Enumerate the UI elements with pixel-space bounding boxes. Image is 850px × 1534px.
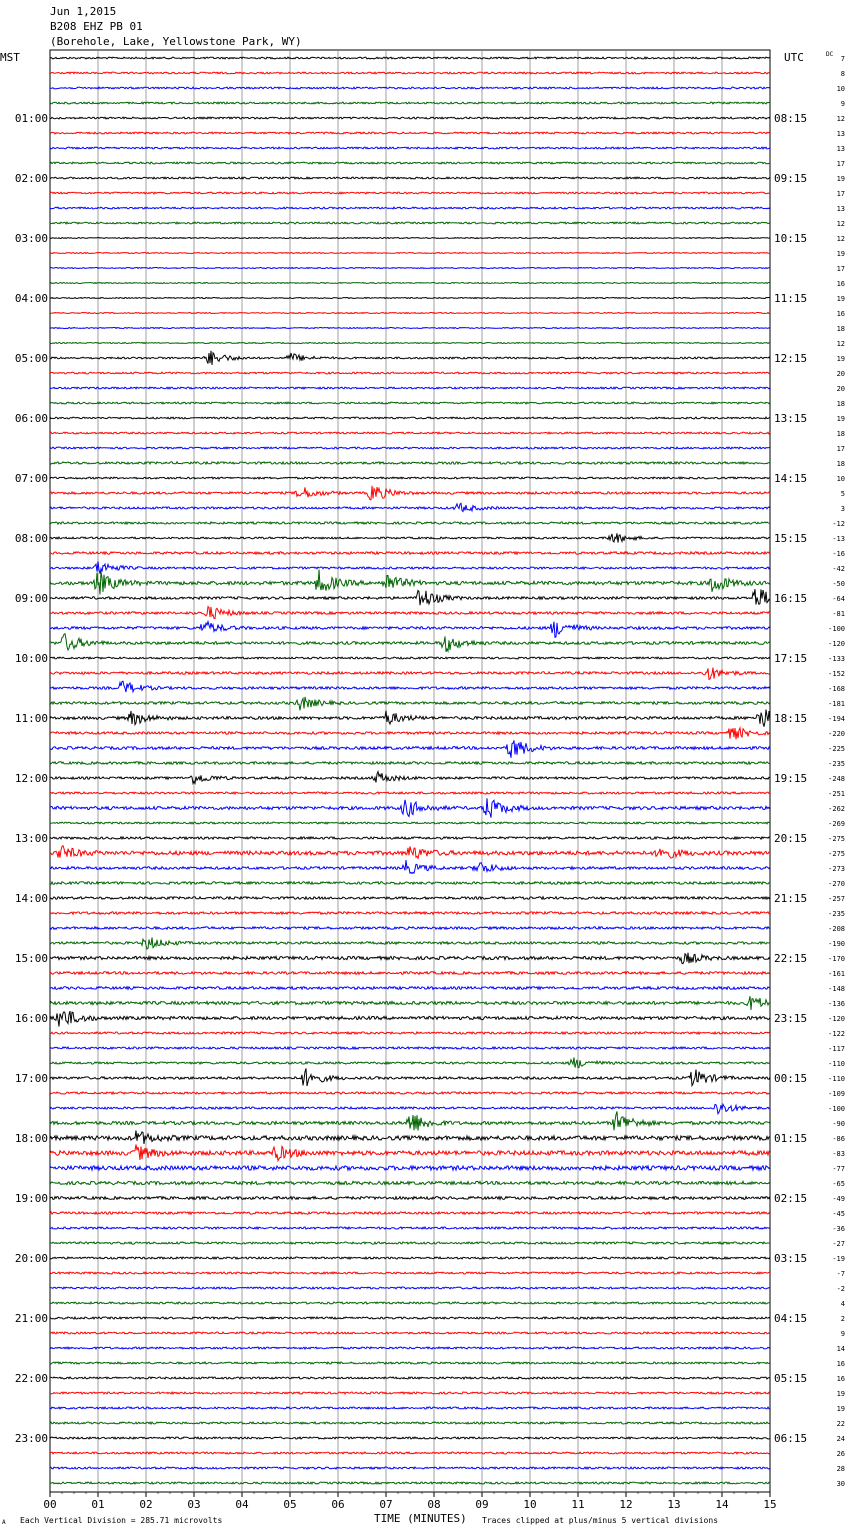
seismic-trace-20 [50,351,770,365]
dc-offset-label: -262 [828,805,845,813]
dc-offset-label: -77 [832,1165,845,1173]
seismic-trace-30 [50,503,770,511]
seismic-trace-26 [50,447,770,449]
seismic-trace-8 [50,177,770,179]
seismic-trace-53 [50,846,770,859]
dc-offset-label: 17 [836,445,845,453]
x-tick-label: 05 [283,1498,297,1511]
seismic-trace-19 [50,343,770,344]
mst-hour-label: 19:00 [14,1192,48,1205]
mst-hour-label: 20:00 [14,1252,48,1265]
dc-offset-label: -208 [828,925,845,933]
dc-offset-label: 24 [836,1435,845,1443]
mst-hour-label: 10:00 [14,652,48,665]
seismic-trace-27 [50,462,770,464]
dc-offset-label: 10 [836,85,845,93]
mst-hour-label: 02:00 [14,172,48,185]
dc-offset-label: -235 [828,760,845,768]
dc-offset-label: 13 [836,145,845,153]
mst-hour-label: 07:00 [14,472,48,485]
utc-hour-label: 17:15 [774,652,808,665]
station-location: (Borehole, Lake, Yellowstone Park, WY) [50,35,302,48]
seismic-trace-14 [50,268,770,269]
seismic-trace-43 [50,697,770,710]
seismic-trace-22 [50,387,770,389]
utc-hour-label: 11:15 [774,292,808,305]
station-code: B208 EHZ PB 01 [50,20,143,33]
plot-date: Jun 1,2015 [50,5,117,18]
seismic-trace-24 [50,417,770,419]
mst-hour-label: 17:00 [14,1072,48,1085]
x-tick-label: 15 [763,1498,777,1511]
seismic-trace-73 [50,1145,770,1161]
dc-offset-label: 30 [836,1480,845,1488]
dc-offset-label: -109 [828,1090,845,1098]
utc-hour-label: 20:15 [774,832,808,845]
plot-frame [50,50,770,1492]
mst-hour-label: 14:00 [14,892,48,905]
utc-hour-label: 21:15 [774,892,808,905]
seismic-trace-47 [50,762,770,765]
dc-offset-label: -86 [832,1135,845,1143]
dc-offset-label: 16 [836,310,845,318]
seismic-trace-52 [50,837,770,839]
x-tick-label: 00 [43,1498,57,1511]
dc-offset-label: 19 [836,415,845,423]
utc-hour-label: 01:15 [774,1132,808,1145]
dc-offset-label: 2 [840,1315,845,1323]
seismic-trace-15 [50,283,770,284]
mst-hour-label: 18:00 [14,1132,48,1145]
seismic-trace-4 [50,117,770,119]
dc-offset-label: -257 [828,895,845,903]
seismic-trace-13 [50,253,770,254]
seismic-trace-70 [50,1104,770,1113]
utc-hour-label: 09:15 [774,172,808,185]
utc-hour-label: 05:15 [774,1372,808,1385]
dc-offset-label: 16 [836,1360,845,1368]
right-axis-label: UTC [784,51,804,64]
utc-hour-label: 03:15 [774,1252,808,1265]
dc-offset-label: -270 [828,880,845,888]
dc-offset-label: 19 [836,1405,845,1413]
dc-offset-label: -13 [832,535,845,543]
seismic-trace-0 [50,57,770,59]
left-axis-label: MST [0,51,20,64]
dc-offset-label: -2 [836,1285,845,1293]
dc-offset-label: -190 [828,940,845,948]
seismic-trace-49 [50,792,770,794]
x-tick-label: 03 [187,1498,201,1511]
seismic-trace-65 [50,1032,770,1034]
dc-offset-label: 7 [840,55,845,63]
mst-hour-label: 09:00 [14,592,48,605]
dc-offset-label: 17 [836,265,845,273]
x-tick-label: 14 [715,1498,729,1511]
seismic-trace-87 [50,1362,770,1364]
x-tick-label: 12 [619,1498,633,1511]
seismic-trace-72 [50,1131,770,1145]
seismic-trace-16 [50,298,770,299]
seismic-trace-55 [50,882,770,885]
dc-offset-label: 19 [836,175,845,183]
utc-hour-label: 13:15 [774,412,808,425]
utc-hour-label: 06:15 [774,1432,808,1445]
seismic-trace-6 [50,147,770,149]
dc-offset-label: -194 [828,715,845,723]
seismic-trace-39 [50,634,770,652]
seismic-trace-10 [50,207,770,209]
dc-offset-label: -273 [828,865,845,873]
scale-note: Each Vertical Division = 285.71 microvolts [20,1516,223,1525]
seismic-trace-17 [50,313,770,314]
seismic-trace-25 [50,432,770,434]
dc-offset-label: -36 [832,1225,845,1233]
dc-offset-label: -136 [828,1000,845,1008]
seismic-trace-32 [50,533,770,542]
seismic-trace-82 [50,1287,770,1289]
seismic-trace-86 [50,1347,770,1349]
dc-offset-label: -50 [832,580,845,588]
mst-hour-label: 05:00 [14,352,48,365]
dc-offset-label: -133 [828,655,845,663]
seismic-trace-64 [50,1011,770,1026]
dc-offset-label: -90 [832,1120,845,1128]
dc-offset-label: -225 [828,745,845,753]
dc-offset-label: 12 [836,235,845,243]
seismic-trace-85 [50,1332,770,1334]
seismic-trace-94 [50,1467,770,1469]
mst-hour-label: 06:00 [14,412,48,425]
x-tick-label: 09 [475,1498,489,1511]
dc-offset-label: -120 [828,1015,845,1023]
seismic-trace-80 [50,1257,770,1259]
dc-offset-label: -220 [828,730,845,738]
seismic-trace-74 [50,1166,770,1170]
mst-hour-label: 04:00 [14,292,48,305]
mst-hour-label: 16:00 [14,1012,48,1025]
seismic-trace-67 [50,1057,770,1067]
dc-label: DC [826,51,834,58]
dc-offset-label: -181 [828,700,845,708]
seismic-trace-33 [50,552,770,555]
mst-hour-label: 08:00 [14,532,48,545]
dc-offset-label: -49 [832,1195,845,1203]
seismic-trace-36 [50,589,770,605]
utc-hour-label: 14:15 [774,472,808,485]
dc-offset-label: -275 [828,835,845,843]
dc-offset-label: -16 [832,550,845,558]
seismic-trace-56 [50,897,770,900]
dc-offset-label: 8 [840,70,845,78]
utc-hour-label: 04:15 [774,1312,808,1325]
seismic-trace-84 [50,1317,770,1319]
dc-offset-label: 12 [836,220,845,228]
dc-offset-label: 19 [836,1390,845,1398]
dc-offset-label: -275 [828,850,845,858]
seismic-trace-92 [50,1437,770,1439]
dc-offset-label: 14 [836,1345,845,1353]
utc-hour-label: 19:15 [774,772,808,785]
dc-offset-label: 3 [840,505,845,513]
mst-hour-label: 03:00 [14,232,48,245]
dc-offset-label: 13 [836,205,845,213]
dc-offset-label: -110 [828,1060,845,1068]
seismic-trace-23 [50,402,770,404]
dc-offset-label: -19 [832,1255,845,1263]
mst-hour-label: 13:00 [14,832,48,845]
seismic-trace-69 [50,1092,770,1094]
seismic-trace-81 [50,1272,770,1274]
dc-offset-label: 28 [836,1465,845,1473]
seismic-trace-29 [50,486,770,500]
dc-offset-label: -152 [828,670,845,678]
seismic-trace-75 [50,1181,770,1184]
dc-offset-label: 9 [840,1330,845,1338]
dc-offset-label: -7 [836,1270,845,1278]
dc-offset-label: -12 [832,520,845,528]
seismic-trace-54 [50,860,770,873]
clip-note: Traces clipped at plus/minus 5 vertical divisions [482,1516,719,1525]
seismic-trace-83 [50,1302,770,1304]
seismic-trace-95 [50,1482,770,1484]
dc-offset-label: 9 [840,100,845,108]
seismic-trace-21 [50,372,770,374]
dc-offset-label: -100 [828,1105,845,1113]
dc-offset-label: -100 [828,625,845,633]
seismic-trace-71 [50,1111,770,1130]
seismic-trace-91 [50,1422,770,1424]
mst-hour-label: 01:00 [14,112,48,125]
mst-hour-label: 22:00 [14,1372,48,1385]
seismic-trace-61 [50,972,770,975]
dc-offset-label: -122 [828,1030,845,1038]
seismic-trace-46 [50,740,770,757]
seismic-trace-62 [50,987,770,990]
seismic-trace-68 [50,1068,770,1086]
seismic-trace-35 [50,570,770,595]
dc-offset-label: 18 [836,400,845,408]
seismic-trace-77 [50,1212,770,1214]
dc-offset-label: -45 [832,1210,845,1218]
x-tick-label: 07 [379,1498,393,1511]
utc-hour-label: 15:15 [774,532,808,545]
seismic-trace-50 [50,798,770,817]
seismic-trace-51 [50,822,770,824]
utc-hour-label: 22:15 [774,952,808,965]
seismic-trace-28 [50,477,770,479]
utc-hour-label: 16:15 [774,592,808,605]
dc-offset-label: 4 [840,1300,845,1308]
dc-offset-label: -120 [828,640,845,648]
seismic-trace-89 [50,1392,770,1394]
dc-offset-label: -170 [828,955,845,963]
seismic-trace-76 [50,1197,770,1200]
seismic-trace-66 [50,1047,770,1049]
mst-hour-label: 23:00 [14,1432,48,1445]
utc-hour-label: 12:15 [774,352,808,365]
seismic-trace-1 [50,72,770,74]
dc-offset-label: -248 [828,775,845,783]
dc-offset-label: 17 [836,160,845,168]
mst-hour-label: 12:00 [14,772,48,785]
dc-offset-label: -168 [828,685,845,693]
seismic-trace-7 [50,162,770,164]
seismic-trace-40 [50,657,770,659]
seismic-trace-90 [50,1407,770,1409]
seismic-trace-60 [50,953,770,964]
dc-offset-label: -251 [828,790,845,798]
seismic-trace-18 [50,328,770,329]
utc-hour-label: 23:15 [774,1012,808,1025]
seismic-trace-31 [50,522,770,524]
dc-offset-label: -81 [832,610,845,618]
x-tick-label: 02 [139,1498,153,1511]
utc-hour-label: 08:15 [774,112,808,125]
x-tick-label: 04 [235,1498,249,1511]
seismic-trace-37 [50,607,770,619]
seismic-trace-3 [50,102,770,104]
dc-offset-label: 17 [836,190,845,198]
seismic-trace-63 [50,996,770,1010]
utc-hour-label: 00:15 [774,1072,808,1085]
seismic-trace-57 [50,912,770,915]
utc-hour-label: 18:15 [774,712,808,725]
dc-offset-label: 12 [836,340,845,348]
dc-offset-label: 13 [836,130,845,138]
corner-mark: A [2,1519,6,1526]
dc-offset-label: 19 [836,295,845,303]
x-tick-label: 13 [667,1498,681,1511]
seismic-trace-12 [50,238,770,239]
seismic-trace-45 [50,728,770,739]
dc-offset-label: 10 [836,475,845,483]
x-tick-label: 06 [331,1498,345,1511]
dc-offset-label: -110 [828,1075,845,1083]
seismic-trace-42 [50,681,770,692]
seismic-trace-59 [50,937,770,949]
seismic-trace-2 [50,87,770,89]
dc-offset-label: 19 [836,355,845,363]
seismic-trace-93 [50,1452,770,1454]
x-tick-label: 10 [523,1498,537,1511]
dc-offset-label: 20 [836,385,845,393]
mst-hour-label: 21:00 [14,1312,48,1325]
utc-hour-label: 10:15 [774,232,808,245]
seismic-trace-9 [50,192,770,194]
dc-offset-label: 18 [836,460,845,468]
seismic-trace-41 [50,668,770,680]
seismic-trace-88 [50,1377,770,1379]
dc-offset-label: -83 [832,1150,845,1158]
seismic-trace-11 [50,222,770,224]
dc-offset-label: -42 [832,565,845,573]
dc-offset-label: 20 [836,370,845,378]
dc-offset-label: 26 [836,1450,845,1458]
dc-offset-label: -27 [832,1240,845,1248]
mst-hour-label: 15:00 [14,952,48,965]
dc-offset-label: -148 [828,985,845,993]
seismic-trace-34 [50,561,770,573]
seismic-trace-79 [50,1242,770,1244]
dc-offset-label: -269 [828,820,845,828]
x-tick-label: 11 [571,1498,585,1511]
utc-hour-label: 02:15 [774,1192,808,1205]
dc-offset-label: 22 [836,1420,845,1428]
dc-offset-label: -161 [828,970,845,978]
dc-offset-label: 18 [836,325,845,333]
dc-offset-label: 18 [836,430,845,438]
x-tick-label: 08 [427,1498,441,1511]
dc-offset-label: 12 [836,115,845,123]
dc-offset-label: -117 [828,1045,845,1053]
seismic-trace-48 [50,772,770,784]
seismic-trace-78 [50,1227,770,1229]
mst-hour-label: 11:00 [14,712,48,725]
dc-offset-label: 16 [836,280,845,288]
dc-offset-label: 19 [836,250,845,258]
seismic-trace-5 [50,132,770,134]
x-tick-label: 01 [91,1498,105,1511]
dc-offset-label: -65 [832,1180,845,1188]
seismic-trace-38 [50,622,770,638]
dc-offset-label: -235 [828,910,845,918]
seismic-trace-44 [50,710,770,727]
x-axis-title: TIME (MINUTES) [374,1512,467,1525]
dc-offset-label: 16 [836,1375,845,1383]
dc-offset-label: -64 [832,595,845,603]
seismic-trace-58 [50,927,770,930]
dc-offset-label: 5 [840,490,845,498]
